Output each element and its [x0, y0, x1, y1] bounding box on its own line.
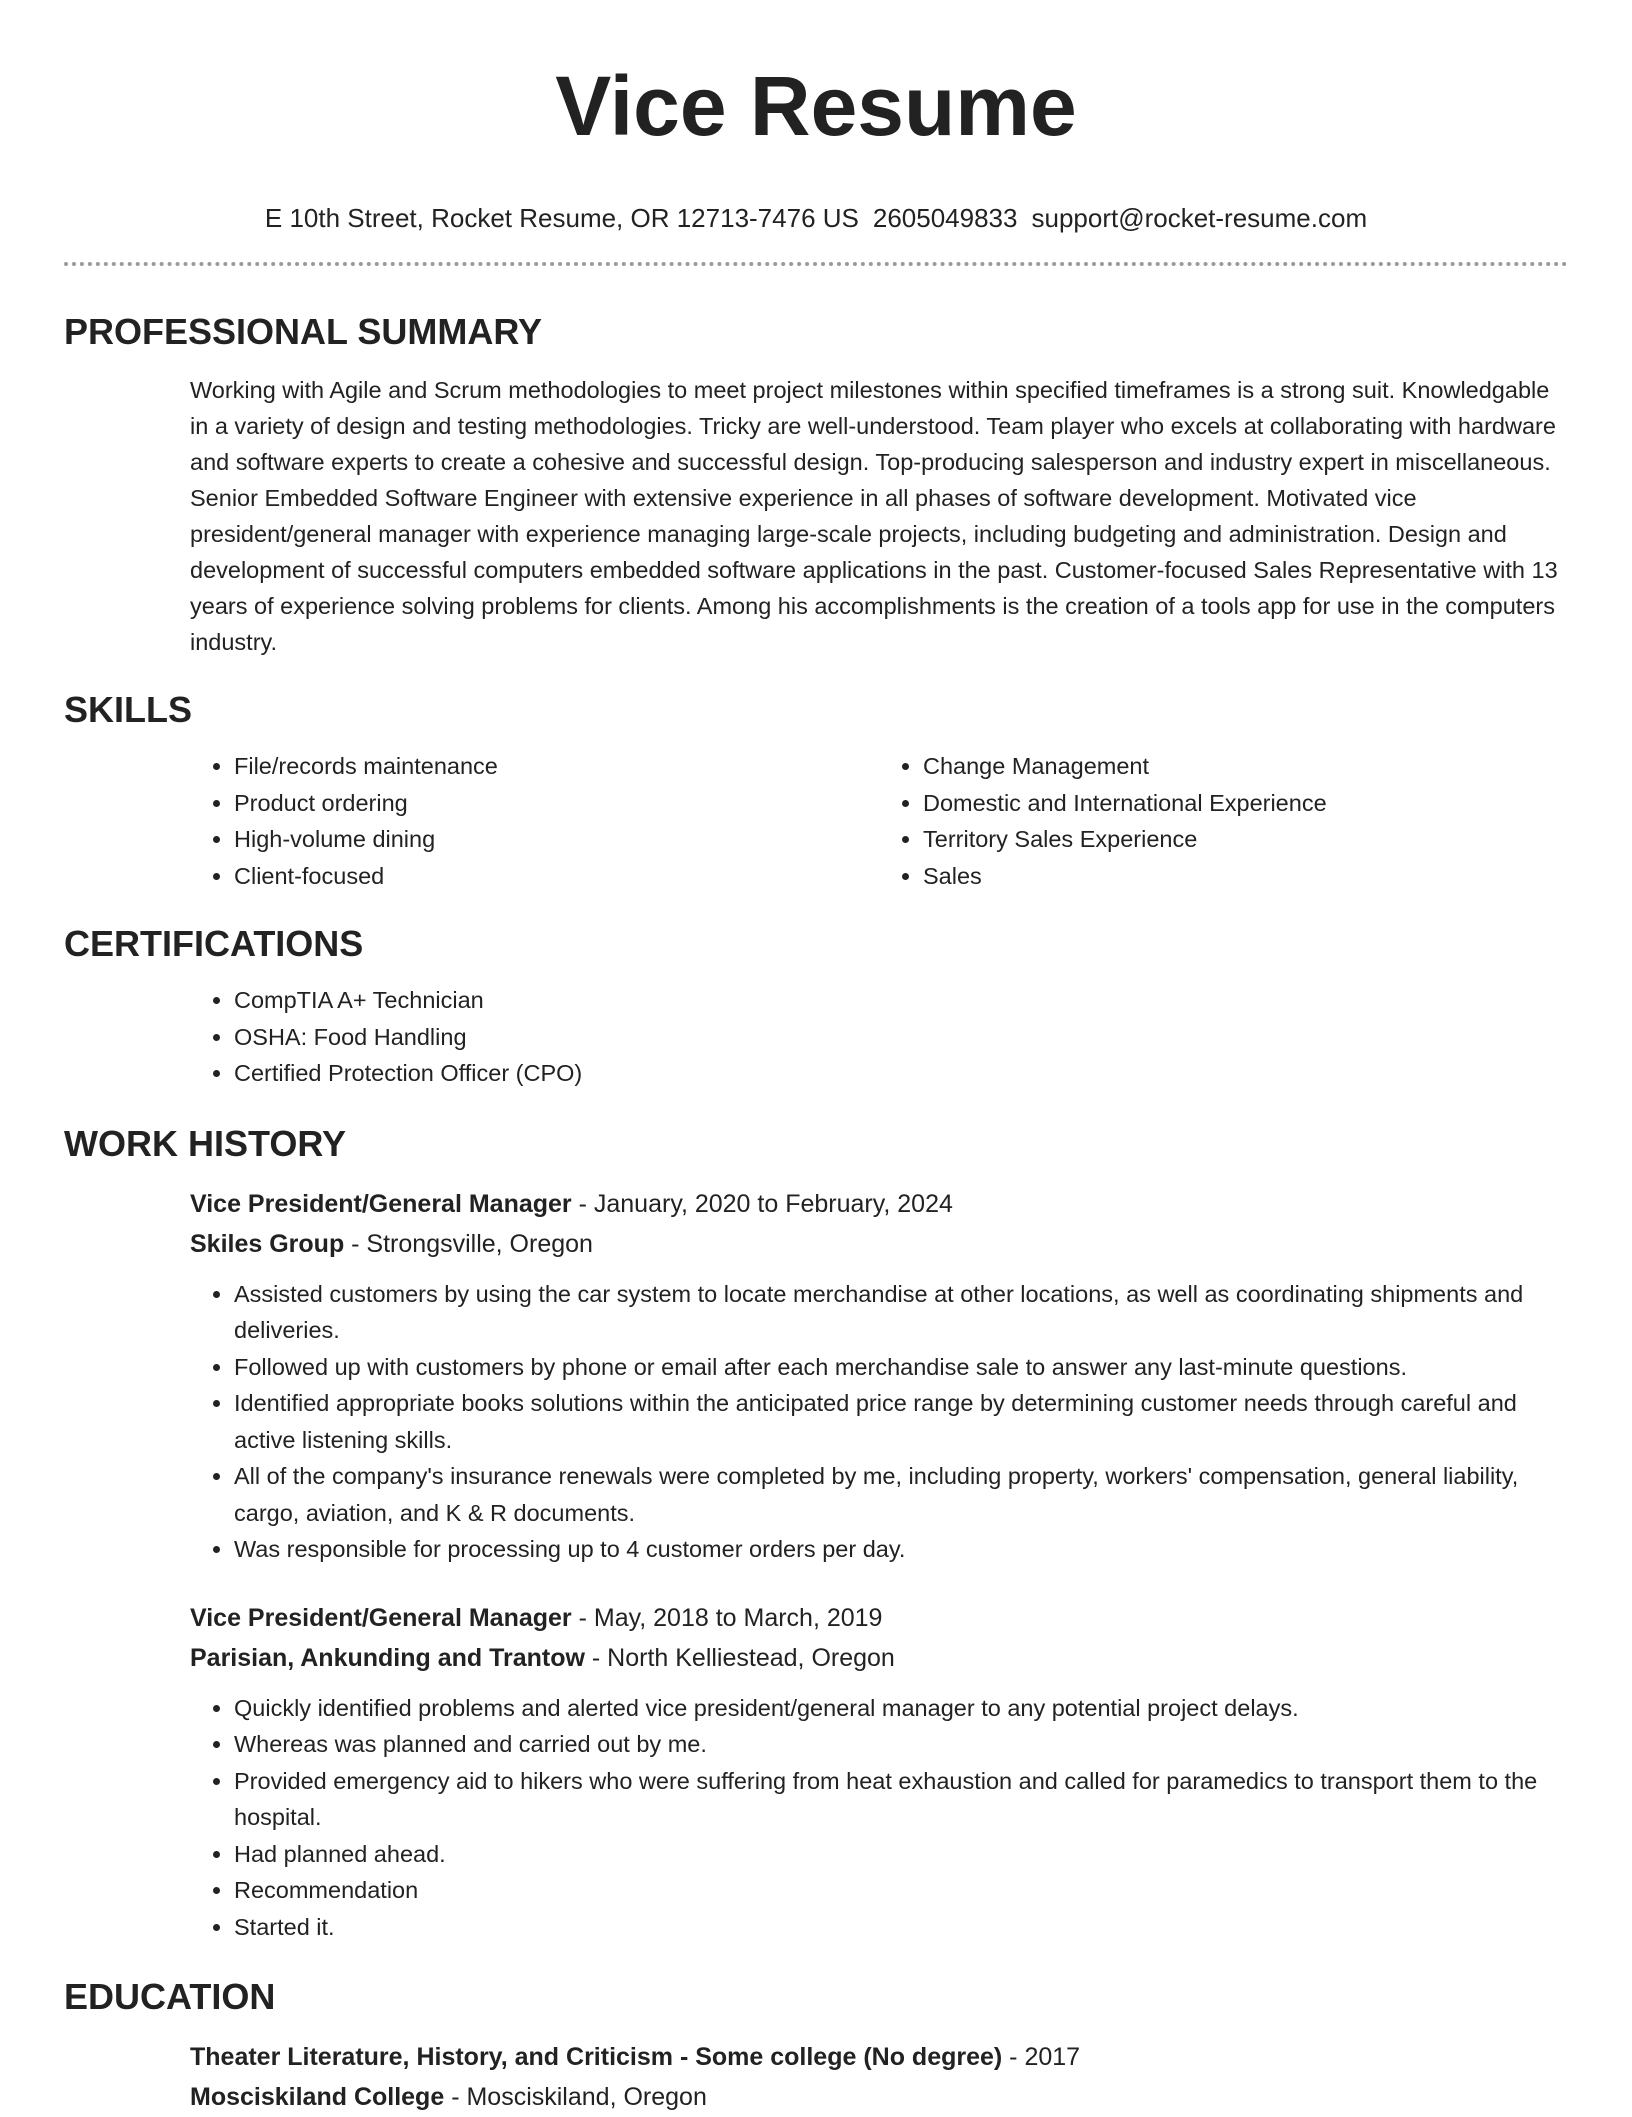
job-title-line [190, 1184, 1568, 1224]
job-bullets [190, 1690, 1568, 1946]
contact-line [64, 202, 1568, 234]
job-location: - North Kelliestead, Oregon [584, 1643, 895, 1672]
certifications-heading: CERTIFICATIONS [64, 923, 364, 964]
job-dates: - January, 2020 to February, 2024 [571, 1189, 953, 1218]
job-bullet: • Started it. [234, 1909, 1568, 1946]
job-bullet: • Recommendation [234, 1872, 1568, 1909]
job-entry [190, 1184, 1568, 1568]
education-heading: EDUCATION [64, 1976, 276, 2017]
job-bullet: • Provided emergency aid to hikers who were suffering from heat exhaustion and called for paramedics to transport them to the hospital. [234, 1763, 1568, 1836]
education-location: - Mosciskiland, Oregon [444, 2083, 707, 2111]
header-divider [64, 262, 1568, 266]
skill-item: • Change Management [923, 748, 1568, 785]
skills-column-left [190, 748, 879, 894]
skill-item: • Product ordering [234, 785, 879, 822]
education-degree: Theater Literature, History, and Criticism - Some college (No degree) [190, 2043, 1003, 2071]
job-bullet: • Quickly identified problems and alerted vice president/general manager to any potential project delays. [234, 1690, 1568, 1727]
job-bullet: • Followed up with customers by phone or email after each merchandise sale to answer any last-minute questions. [234, 1349, 1568, 1386]
education-degree-line [190, 2037, 1568, 2077]
job-bullets [190, 1276, 1568, 1568]
education-school: Mosciskiland College [190, 2083, 445, 2111]
skill-item: • File/records maintenance [234, 748, 879, 785]
job-bullet: • Whereas was planned and carried out by me. [234, 1726, 1568, 1763]
summary-text: Working with Agile and Scrum methodologies to meet project milestones within specified timeframes is a strong suit. Knowledgable in a variety of design and testing methodologies. Tricky are well-understood. Team player who excels at collaborating with hardware and software experts to create a cohesive and successful design. Top-producing salesperson and industry expert in miscellaneous. Senior Embedded Software Engineer with extensive experience in all phases of software development. Motivated vice president/general manager with experience managing large-scale projects, including budgeting and administration. Design and development of successful computers embedded software applications in the past. Customer-focused Sales Representative with 13 years of experience solving problems for clients. Among his accomplishments is the creation of a tools app for use in the computers industry. [190, 377, 1558, 655]
job-company: Skiles Group [190, 1229, 345, 1258]
job-bullet: • Identified appropriate books solutions within the anticipated price range by determining customer needs through careful and active listening skills. [234, 1385, 1568, 1458]
skill-item: • Sales [923, 858, 1568, 895]
job-company-line [190, 1224, 1568, 1264]
skill-item: • Client-focused [234, 858, 879, 895]
skills-column-right [879, 748, 1568, 894]
contact-address: E 10th Street, Rocket Resume, OR 12713-7476 US [264, 203, 859, 233]
certification-item: • CompTIA A+ Technician [234, 982, 1568, 1019]
certification-item: • OSHA: Food Handling [234, 1019, 1568, 1056]
job-bullet: • All of the company's insurance renewals were completed by me, including property, workers' compensation, general liability, cargo, aviation, and K & R documents. [234, 1458, 1568, 1531]
education-school-line [190, 2077, 1568, 2117]
job-location: - Strongsville, Oregon [344, 1229, 593, 1258]
job-company: Parisian, Ankunding and Trantow [190, 1643, 585, 1672]
job-dates: - May, 2018 to March, 2019 [571, 1603, 883, 1632]
work-history-heading: WORK HISTORY [64, 1122, 347, 1164]
job-company-line [190, 1638, 1568, 1678]
certification-item: • Certified Protection Officer (CPO) [234, 1055, 1568, 1092]
contact-email: support@rocket-resume.com [1031, 203, 1368, 233]
education-year: - 2017 [1002, 2043, 1081, 2071]
education-entry [190, 2037, 1568, 2117]
certifications-list [190, 982, 1568, 1092]
job-entry [190, 1598, 1568, 1946]
skill-item: • Domestic and International Experience [923, 785, 1568, 822]
job-bullet: • Assisted customers by using the car system to locate merchandise at other locations, as well as coordinating shipments and deliveries. [234, 1276, 1568, 1349]
contact-phone: 2605049833 [872, 203, 1018, 233]
job-bullet: • Was responsible for processing up to 4 customer orders per day. [234, 1531, 1568, 1568]
job-role: Vice President/General Manager [190, 1603, 572, 1632]
summary-heading: PROFESSIONAL SUMMARY [64, 311, 543, 352]
job-title-line [190, 1598, 1568, 1638]
job-role: Vice President/General Manager [190, 1189, 572, 1218]
job-bullet: • Had planned ahead. [234, 1836, 1568, 1873]
skills-list [190, 748, 1568, 894]
skills-heading: SKILLS [64, 689, 193, 730]
resume-name: Vice Resume [555, 59, 1077, 153]
skill-item: • High-volume dining [234, 821, 879, 858]
skill-item: • Territory Sales Experience [923, 821, 1568, 858]
